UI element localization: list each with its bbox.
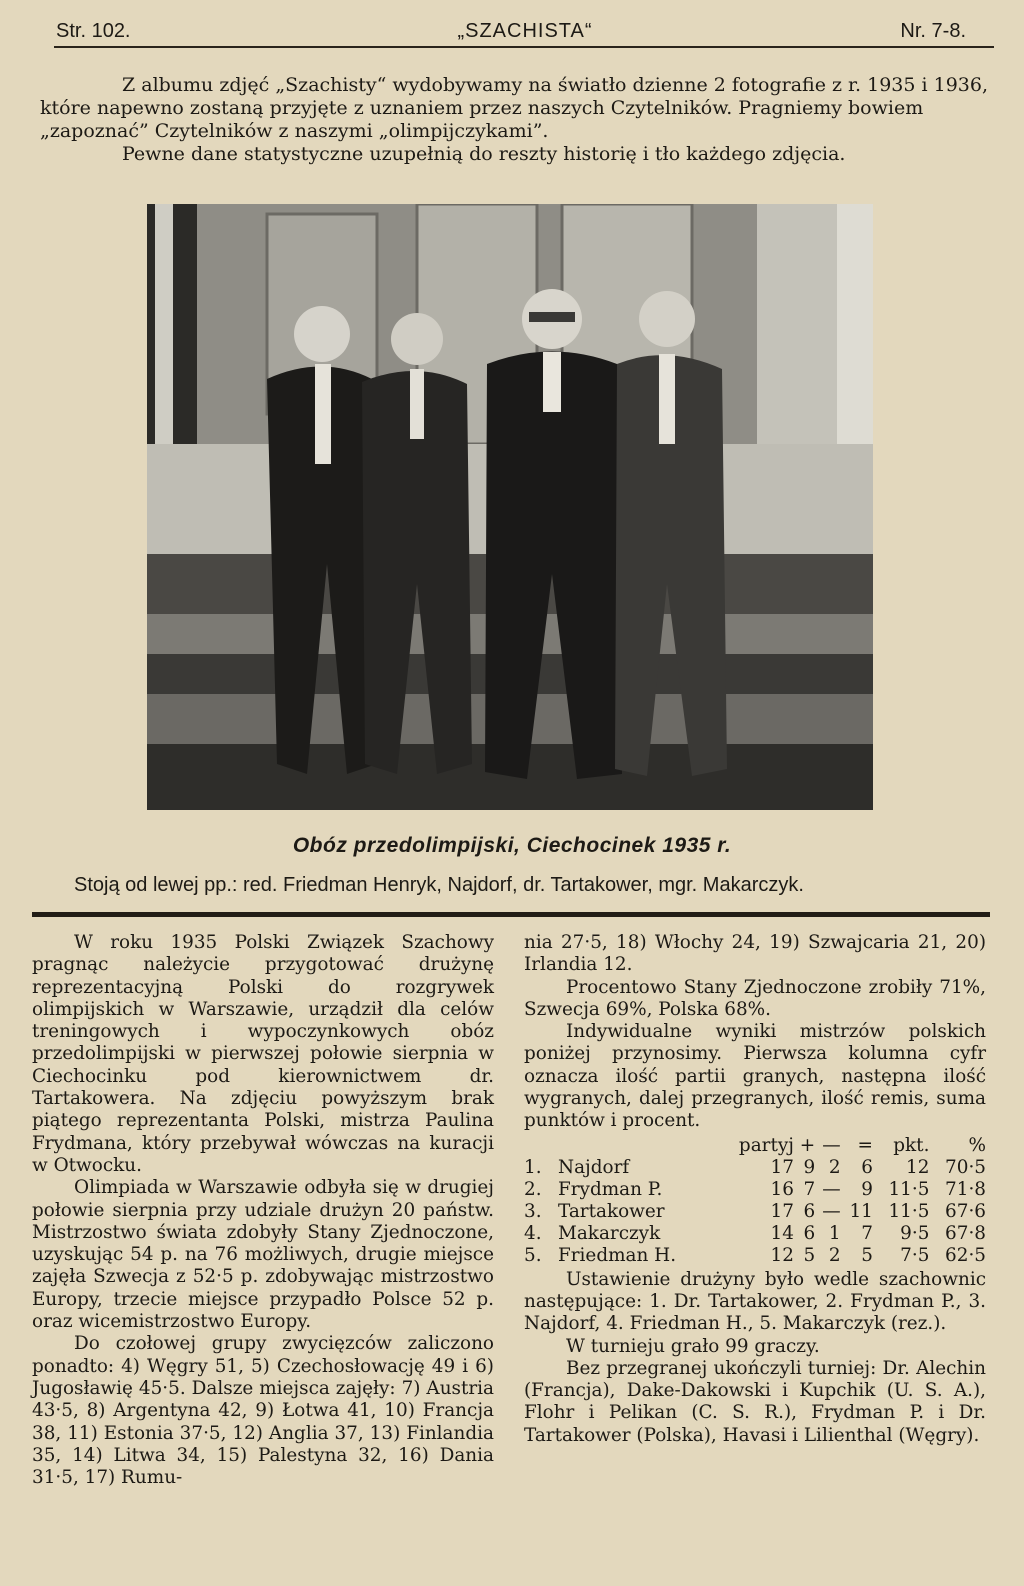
paragraph: Ustawienie drużyny było wedle szachownic następujące: 1. Dr. Tartakower, 2. Frydman P., 3. Najdorf, 4. Friedman H., 5. Makarczyk (rez.).: [524, 1268, 986, 1335]
paragraph: Olimpiada w Warszawie odbyła się w drugiej połowie sierpnia przy udziale drużyn 20 państw. Mistrzostwo świata zdobyły Stany Zjednoczone, uzyskując 54 p. na 76 możliwych, drugie miejsce zajęła Szwecja z 52·5 p. zdobywając mistrzostwo Europy, trzecie miejsce przypadło Polsce 52 p. oraz wicemistrzostwo Europy.: [32, 1177, 494, 1333]
issue-number: Nr. 7-8.: [900, 20, 966, 42]
left-column: [32, 932, 494, 1489]
paragraph: Indywidualne wyniki mistrzów polskich poniżej przynosimy. Pierwsza kolumna cyfr oznacza ilość partii granych, następna ilość wygranych, dalej przegranych, ilość remis, suma punktów i procent.: [524, 1021, 986, 1132]
paragraph: Procentowo Stany Zjednoczone zrobiły 71%, Szwecja 69%, Polska 68%.: [524, 976, 986, 1020]
col-header: +: [799, 1134, 816, 1156]
paragraph: W roku 1935 Polski Związek Szachowy pragnąc należycie przygotować drużynę reprezentacyjną Polski do rozgrywek olimpijskich w Warszawie, urządził dla celów treningowych i wypoczynkowych obóz przedolimpijski w pierwszej połowie sierpnia w Ciechocinku pod kierownictwem dr. Tartakowera. Na zdjęciu powyższym brak piątego reprezentanta Polski, mistrza Paulina Frydmana, który przebywał wówczas na kuracji w Otwocku.: [32, 932, 494, 1176]
col-header: =: [857, 1134, 873, 1156]
paragraph: Bez przegranej ukończyli turniej: Dr. Alechin (Francja), Dake-Dakowski i Kupchik (U. S. A.), Flohr i Pelikan (C. S. R.), Frydman P. i Dr. Tartakower (Polska), Havasi i Lilienthal (Węgry).: [524, 1357, 986, 1446]
paragraph: Do czołowej grupy zwycięzców zaliczono ponadto: 4) Węgry 51, 5) Czechosłowację 49 i 6) Jugosławię 45·5. Dalsze miejsca zajęły: 7) Austria 43·5, 8) Argentyna 42, 9) Łotwa 41, 10) Francja 38, 11) Estonia 37·5, 12) Anglia 37, 13) Finlandia 35, 14) Litwa 34, 15) Palestyna 32, 16) Dania 31·5, 17) Rumu-: [32, 1333, 494, 1489]
intro-text: [40, 74, 990, 166]
intro-paragraph: Z albumu zdjęć „Szachisty“ wydobywamy na światło dzienne 2 fotografie z r. 1935 i 1936, które napewno zostaną przyjęte z uznaniem przez naszych Czytelników. Pragniemy bowiem „zapoznać” Czytelników z naszymi „olimpijczykami”.: [40, 74, 989, 142]
intro-paragraph: Pewne dane statystyczne uzupełnią do reszty historię i tło każdego zdjęcia.: [122, 143, 846, 165]
photo-caption: Obóz przedolimpijski, Ciechocinek 1935 r.: [292, 834, 732, 857]
header-rule: [54, 46, 994, 48]
table-row: 5. Friedman H. 12 5 2 5 7·5 62·5: [524, 1244, 986, 1266]
table-row: 4. Makarczyk 14 6 1 7 9·5 67·8: [524, 1222, 986, 1244]
photo-illustration: [147, 204, 873, 810]
table-row: 2. Frydman P. 16 7 — 9 11·5 71·8: [524, 1178, 986, 1200]
group-photo: [147, 204, 873, 810]
results-table: [524, 1135, 986, 1267]
col-header: —: [822, 1134, 841, 1156]
paragraph: W turnieju grało 99 graczy.: [566, 1335, 820, 1357]
table-row: 1. Najdorf 17 9 2 6 12 70·5: [524, 1156, 986, 1178]
paragraph: nia 27·5, 18) Włochy 24, 19) Szwajcaria 21, 20) Irlandia 12.: [524, 932, 986, 976]
results-header-row: [524, 1135, 986, 1157]
col-header: partyj: [738, 1134, 794, 1156]
right-column: [524, 932, 986, 1447]
page-number: Str. 102.: [56, 20, 131, 42]
running-header: [56, 18, 994, 46]
photo-names: Stoją od lewej pp.: red. Friedman Henryk, Najdorf, dr. Tartakower, mgr. Makarczyk.: [74, 874, 804, 896]
journal-title: „SZACHISTA“: [457, 20, 593, 42]
section-rule: [32, 912, 990, 917]
col-header: %: [968, 1134, 986, 1156]
table-row: 3. Tartakower 17 6 — 11 11·5 67·6: [524, 1200, 986, 1222]
col-header: pkt.: [893, 1134, 930, 1156]
